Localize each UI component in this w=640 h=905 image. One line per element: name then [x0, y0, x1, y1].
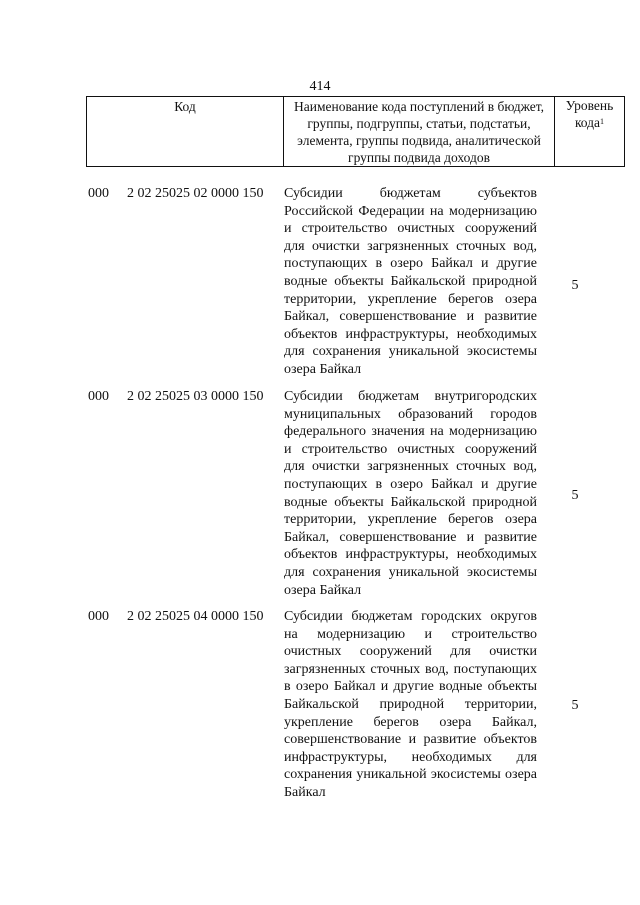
footnote-marker: 1: [600, 117, 605, 126]
revenue-name: Субсидии бюджетам субъектов Российской Федерации на модернизацию и строительство очистных сооружений для очистки загрязненных сточных вод, поступающих в озеро Байкал и другие водные объекты Байкальской природной территории, укрепление берегов озера Байкал, совершенствование и развитие объектов инфраструктуры, необходимых для сохранения уникальной экосистемы озера Байкал: [284, 186, 537, 377]
header-name: Наименование кода поступлений в бюджет, группы, подгруппы, статьи, подстатьи, элемента, группы подвида, аналитической группы подвида доходов: [284, 97, 555, 167]
revenue-code: 2 02 25025 04 0000 150: [127, 609, 264, 624]
header-level-text: Уровень кода: [565, 98, 614, 130]
header-code: Код: [87, 97, 284, 167]
code-level: 5: [571, 698, 579, 713]
revenue-name: Субсидии бюджетам внутригородских муниципальных образований городов федерального значения на модернизацию и строительство очистных сооружений для очистки загрязненных сточных вод, поступающих в озеро Байкал и другие водные объекты Байкальской природной территории, укрепление берегов озера Байкал, совершенствование и развитие объектов инфраструктуры, необходимых для сохранения уникальной экосистемы озера Байкал: [284, 389, 537, 598]
admin-code: 000: [88, 389, 109, 404]
revenue-code: 2 02 25025 02 0000 150: [127, 186, 264, 201]
admin-code: 000: [88, 609, 109, 624]
header-row: [87, 97, 625, 167]
revenue-code: 2 02 25025 03 0000 150: [127, 389, 264, 404]
header-level: [555, 97, 625, 167]
code-level: 5: [571, 278, 579, 293]
table-header: [86, 96, 625, 167]
admin-code: 000: [88, 186, 109, 201]
page-number: 414: [309, 79, 331, 94]
revenue-name: Субсидии бюджетам городских округов на модернизацию и строительство очистных сооружений для очистки загрязненных сточных вод, поступающих в озеро Байкал и другие водные объекты Байкальской природной территории, укрепление берегов озера Байкал, совершенствование и развитие объектов инфраструктуры, необходимых для сохранения уникальной экосистемы озера Байкал: [284, 609, 537, 800]
code-level: 5: [571, 488, 579, 503]
